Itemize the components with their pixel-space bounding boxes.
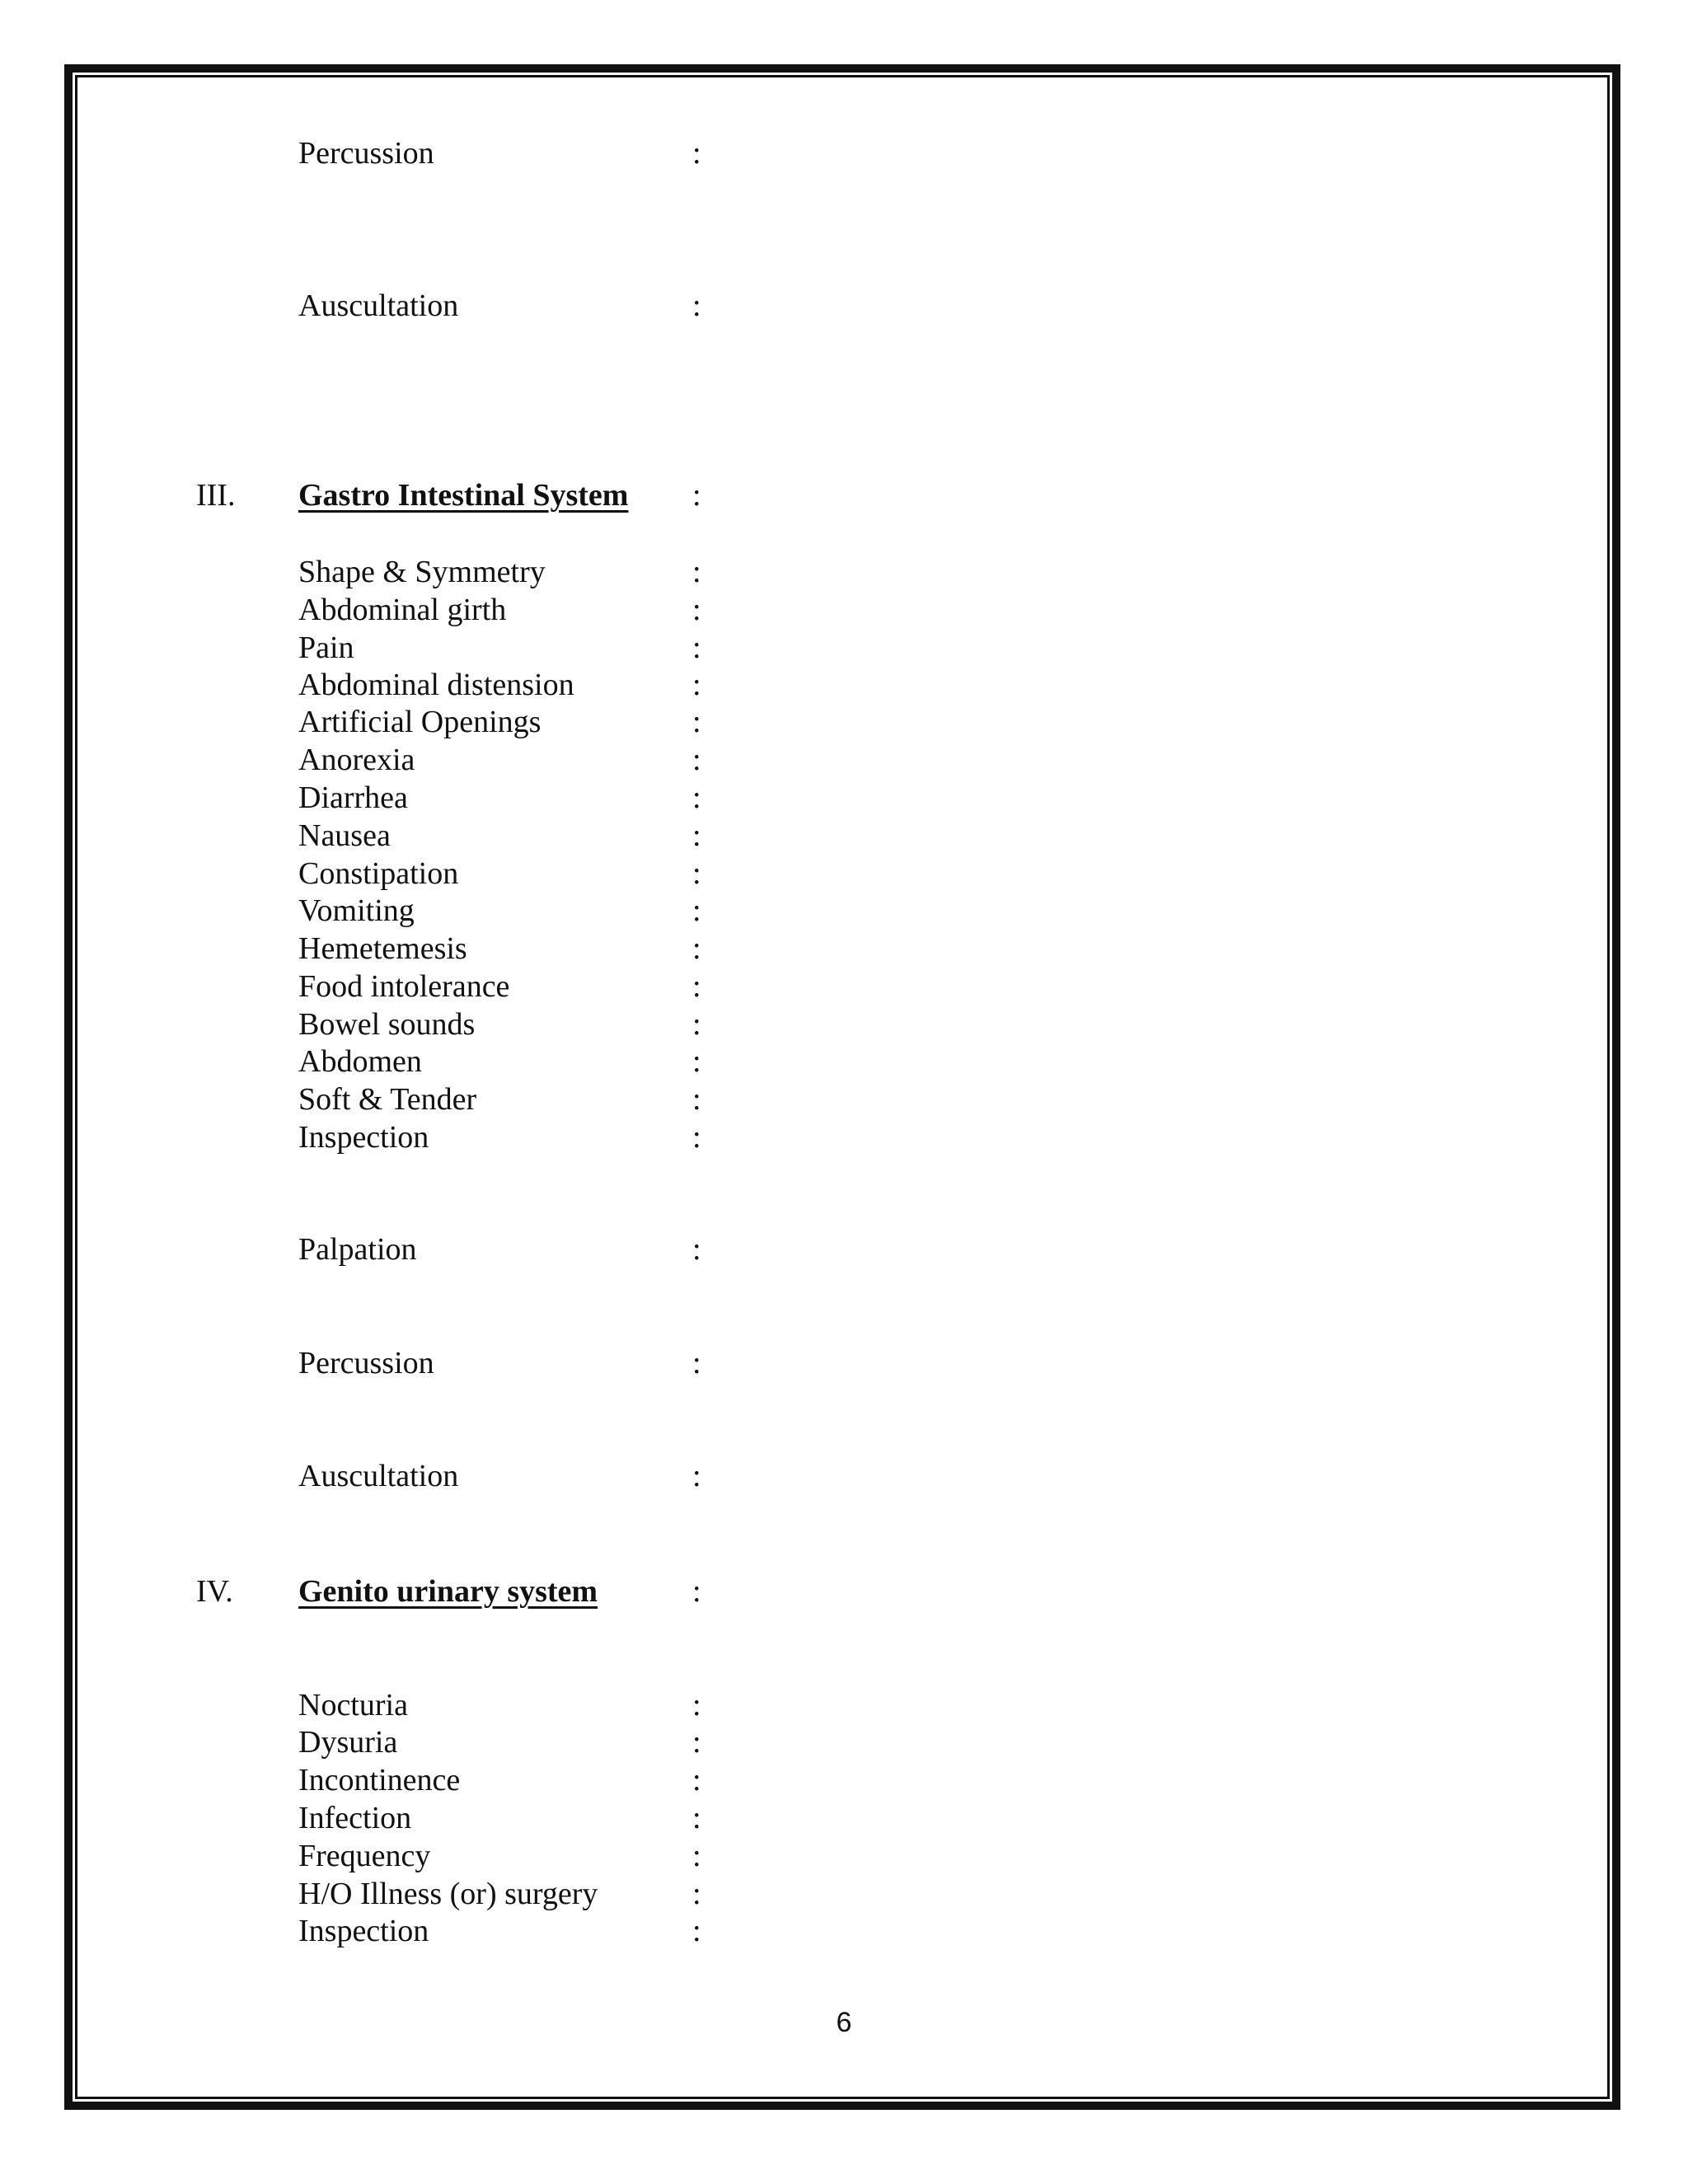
field-label: Anorexia xyxy=(298,743,415,777)
field-label: Nausea xyxy=(298,818,391,853)
field-label: Shape & Symmetry xyxy=(298,555,546,589)
field-colon: : xyxy=(692,1914,701,1948)
field-label: Dysuria xyxy=(298,1725,398,1760)
field-colon: : xyxy=(692,1725,701,1760)
form-row xyxy=(0,1799,1688,1837)
field-label: Diarrhea xyxy=(298,780,408,815)
field-label: Percussion xyxy=(298,136,434,171)
field-colon: : xyxy=(692,668,701,702)
form-row xyxy=(0,1005,1688,1043)
field-label: Soft & Tender xyxy=(298,1082,477,1117)
section-heading-genito-urinary xyxy=(0,1572,1688,1610)
form-row xyxy=(0,930,1688,968)
field-colon: : xyxy=(692,1801,701,1835)
field-colon: : xyxy=(692,931,701,966)
form-row xyxy=(0,666,1688,704)
field-label: Frequency xyxy=(298,1839,431,1873)
field-label: Vomiting xyxy=(298,893,415,928)
form-row xyxy=(0,741,1688,779)
form-row-percussion xyxy=(0,134,1688,172)
field-label: Auscultation xyxy=(298,1459,459,1493)
section-numeral: III. xyxy=(196,478,236,513)
field-label: Food intolerance xyxy=(298,969,510,1004)
field-colon: : xyxy=(692,1574,701,1609)
field-colon: : xyxy=(692,893,701,928)
form-row xyxy=(0,892,1688,930)
field-label: Inspection xyxy=(298,1120,429,1155)
form-row-auscultation xyxy=(0,287,1688,325)
field-label: Constipation xyxy=(298,856,459,891)
field-colon: : xyxy=(692,1232,701,1267)
field-label: Hemetemesis xyxy=(298,931,467,966)
form-row xyxy=(0,1118,1688,1156)
form-row xyxy=(0,591,1688,629)
field-colon: : xyxy=(692,136,701,171)
field-colon: : xyxy=(692,478,701,513)
field-label: H/O Illness (or) surgery xyxy=(298,1877,598,1911)
field-colon: : xyxy=(692,1763,701,1797)
field-label: Auscultation xyxy=(298,288,459,323)
section-heading-gastro-intestinal xyxy=(0,476,1688,514)
form-row xyxy=(0,1723,1688,1761)
field-colon: : xyxy=(692,1346,701,1380)
field-label: Abdominal girth xyxy=(298,593,507,627)
section-numeral: IV. xyxy=(196,1574,233,1609)
field-label: Inspection xyxy=(298,1914,429,1948)
field-colon: : xyxy=(692,743,701,777)
field-colon: : xyxy=(692,969,701,1004)
form-row xyxy=(0,1837,1688,1875)
form-row xyxy=(0,817,1688,855)
form-row xyxy=(0,1344,1688,1382)
section-title: Genito urinary system xyxy=(298,1574,598,1609)
form-row xyxy=(0,703,1688,741)
field-label: Abdomen xyxy=(298,1044,422,1079)
field-colon: : xyxy=(692,1877,701,1911)
form-row xyxy=(0,968,1688,1005)
field-colon: : xyxy=(692,1459,701,1493)
field-colon: : xyxy=(692,1839,701,1873)
form-row xyxy=(0,1043,1688,1080)
field-colon: : xyxy=(692,555,701,589)
field-colon: : xyxy=(692,630,701,665)
field-label: Palpation xyxy=(298,1232,417,1267)
field-colon: : xyxy=(692,856,701,891)
field-label: Percussion xyxy=(298,1346,434,1380)
form-row xyxy=(0,1230,1688,1268)
form-row xyxy=(0,1686,1688,1724)
field-label: Bowel sounds xyxy=(298,1007,476,1042)
form-row xyxy=(0,1080,1688,1118)
field-colon: : xyxy=(692,1082,701,1117)
field-colon: : xyxy=(692,1120,701,1155)
field-colon: : xyxy=(692,593,701,627)
form-row xyxy=(0,553,1688,591)
field-label: Abdominal distension xyxy=(298,668,574,702)
form-row xyxy=(0,1875,1688,1913)
field-colon: : xyxy=(692,705,701,739)
field-colon: : xyxy=(692,780,701,815)
form-row xyxy=(0,1457,1688,1495)
form-row xyxy=(0,1912,1688,1950)
field-colon: : xyxy=(692,1044,701,1079)
field-colon: : xyxy=(692,1007,701,1042)
field-label: Pain xyxy=(298,630,354,665)
field-label: Nocturia xyxy=(298,1688,408,1722)
section-title: Gastro Intestinal System xyxy=(298,478,629,513)
field-colon: : xyxy=(692,818,701,853)
field-colon: : xyxy=(692,288,701,323)
form-row xyxy=(0,1761,1688,1799)
page-number: 6 xyxy=(836,2007,852,2038)
form-row xyxy=(0,855,1688,893)
field-label: Artificial Openings xyxy=(298,705,542,739)
form-row xyxy=(0,779,1688,817)
form-row xyxy=(0,629,1688,667)
field-label: Incontinence xyxy=(298,1763,461,1797)
field-colon: : xyxy=(692,1688,701,1722)
field-label: Infection xyxy=(298,1801,412,1835)
